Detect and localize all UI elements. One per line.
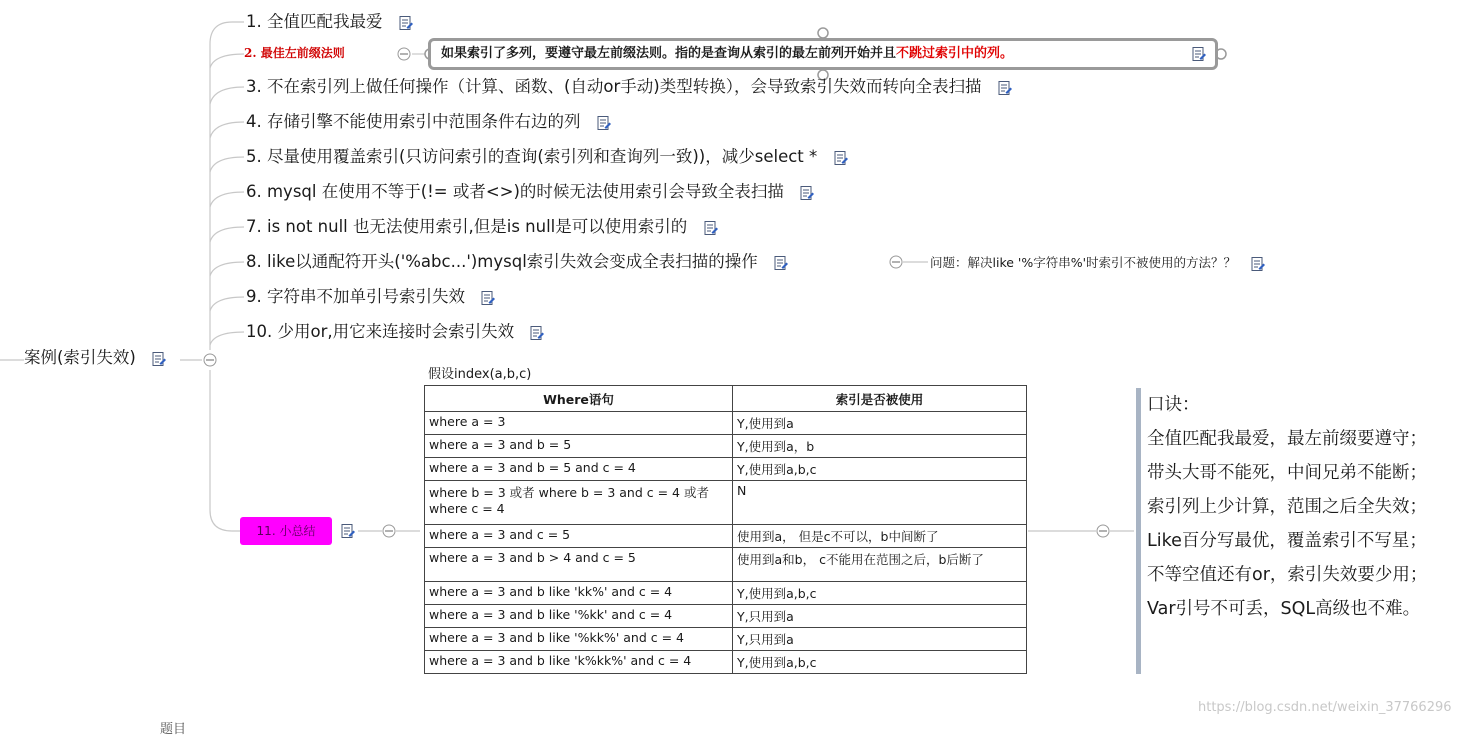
used-cell: Y,只用到a — [733, 605, 1027, 628]
used-cell: Y,使用到a,b,c — [733, 458, 1027, 481]
watermark: https://blog.csdn.net/weixin_37766296 — [1198, 700, 1452, 715]
table-row — [425, 548, 1027, 582]
callout-note[interactable] — [428, 38, 1218, 70]
topic-label: 4. 存储引擎不能使用索引中范围条件右边的列 — [246, 112, 581, 131]
collapse-toggle-icon[interactable] — [204, 354, 216, 366]
table-header: Where语句 — [425, 386, 733, 412]
note-icon[interactable] — [997, 80, 1013, 96]
root-topic[interactable] — [24, 348, 167, 368]
question-label: 问题：解决like '%字符串%'时索引不被使用的方法？？ — [930, 255, 1237, 270]
where-cell: where b = 3 或者 where b = 3 and c = 4 或者 where c = 4 — [425, 481, 733, 525]
partial-topic-label: 题目 — [160, 722, 187, 737]
root-topic-label: 案例(索引失效) — [24, 348, 136, 367]
topic-label: 5. 尽量使用覆盖索引(只访问索引的查询(索引列和查询列一致))，减少select * — [246, 147, 818, 166]
table-row — [425, 582, 1027, 605]
used-cell: Y,只用到a — [733, 628, 1027, 651]
where-cell: where a = 3 and b like 'kk%' and c = 4 — [425, 582, 733, 605]
table-header: 索引是否被使用 — [733, 386, 1027, 412]
where-cell: where a = 3 — [425, 412, 733, 435]
used-cell: Y,使用到a,b,c — [733, 582, 1027, 605]
note-icon[interactable] — [703, 220, 719, 236]
topic-2[interactable] — [244, 44, 345, 61]
where-cell: where a = 3 and b like 'k%kk%' and c = 4 — [425, 651, 733, 674]
note-icon[interactable] — [1191, 46, 1207, 62]
topic-11-summary[interactable] — [240, 517, 332, 545]
note-icon[interactable] — [596, 115, 612, 131]
topic-label: 8. like以通配符开头('%abc...')mysql索引失效会变成全表扫描的操作 — [246, 252, 758, 271]
collapse-toggle-icon[interactable] — [1097, 525, 1109, 537]
note-icon[interactable] — [833, 150, 849, 166]
where-cell: where a = 3 and b > 4 and c = 5 — [425, 548, 733, 582]
index-usage-table — [424, 385, 1027, 674]
used-cell: Y,使用到a,b,c — [733, 651, 1027, 674]
mnemonic-line: Like百分写最优，覆盖索引不写星； — [1147, 531, 1427, 551]
collapse-toggle-icon[interactable] — [383, 525, 395, 537]
mnemonic-line: 索引列上少计算，范围之后全失效； — [1147, 497, 1427, 517]
where-cell: where a = 3 and b like '%kk' and c = 4 — [425, 605, 733, 628]
table-row — [425, 525, 1027, 548]
topic-10[interactable] — [246, 322, 545, 342]
topic-label: 3. 不在索引列上做任何操作（计算、函数、(自动or手动)类型转换），会导致索引失效而转向全表扫描 — [246, 77, 982, 96]
collapse-toggle-icon[interactable] — [890, 256, 902, 268]
note-icon[interactable] — [529, 325, 545, 341]
topic-label: 7. is not null 也无法使用索引,但是is null是可以使用索引的 — [246, 217, 688, 236]
where-cell: where a = 3 and b = 5 — [425, 435, 733, 458]
note-icon[interactable] — [340, 523, 356, 539]
topic-9[interactable] — [246, 287, 496, 307]
question-node[interactable] — [930, 253, 1266, 272]
table-row — [425, 435, 1027, 458]
mnemonic-line: 不等空值还有or，索引失效要少用； — [1147, 565, 1428, 585]
used-cell: Y,使用到a — [733, 412, 1027, 435]
where-cell: where a = 3 and b like '%kk%' and c = 4 — [425, 628, 733, 651]
topic-4[interactable] — [246, 112, 612, 132]
note-icon[interactable] — [480, 290, 496, 306]
table-row — [425, 481, 1027, 525]
topic-8[interactable] — [246, 252, 789, 272]
mnemonic-line: 口诀： — [1147, 395, 1200, 415]
mnemonic-line: 全值匹配我最爱，最左前缀要遵守； — [1147, 429, 1427, 449]
topic-label: 10. 少用or,用它来连接时会索引失效 — [246, 322, 515, 341]
table-caption: 假设index(a,b,c) — [428, 367, 532, 382]
table-row — [425, 412, 1027, 435]
table-row — [425, 628, 1027, 651]
topic-label: 6. mysql 在使用不等于(!= 或者<>)的时候无法使用索引会导致全表扫描 — [246, 182, 784, 201]
table-row — [425, 458, 1027, 481]
table-row — [425, 605, 1027, 628]
topic-label: 1. 全值匹配我最爱 — [246, 12, 383, 31]
topic-6[interactable] — [246, 182, 815, 202]
note-icon[interactable] — [773, 255, 789, 271]
note-icon[interactable] — [1250, 256, 1266, 272]
topic-label: 9. 字符串不加单引号索引失效 — [246, 287, 465, 306]
mnemonic-line: 带头大哥不能死，中间兄弟不能断； — [1147, 463, 1427, 483]
topic-7[interactable] — [246, 217, 719, 237]
used-cell: Y,使用到a，b — [733, 435, 1027, 458]
topic-5[interactable] — [246, 147, 849, 167]
note-icon[interactable] — [799, 185, 815, 201]
used-cell: 使用到a和b， c不能用在范围之后，b后断了 — [733, 548, 1027, 582]
where-cell: where a = 3 and c = 5 — [425, 525, 733, 548]
topic-3[interactable] — [246, 77, 1013, 97]
where-cell: where a = 3 and b = 5 and c = 4 — [425, 458, 733, 481]
topic-label: 2. 最佳左前缀法则 — [244, 46, 345, 60]
topic-1[interactable] — [246, 12, 414, 32]
mnemonic-block — [1136, 388, 1476, 674]
mnemonic-line: Var引号不可丢，SQL高级也不难。 — [1147, 599, 1421, 619]
collapse-toggle-icon[interactable] — [398, 48, 410, 60]
used-cell: N — [733, 481, 1027, 525]
topic-label: 11. 小总结 — [256, 524, 316, 538]
callout-text: 如果索引了多列，要遵守最左前缀法则。指的是查询从索引的最左前列开始并且 — [441, 46, 897, 61]
table-row — [425, 651, 1027, 674]
note-icon[interactable] — [151, 351, 167, 367]
callout-text-highlight: 不跳过索引中的列。 — [896, 46, 1014, 61]
used-cell: 使用到a， 但是c不可以，b中间断了 — [733, 525, 1027, 548]
note-icon[interactable] — [398, 15, 414, 31]
